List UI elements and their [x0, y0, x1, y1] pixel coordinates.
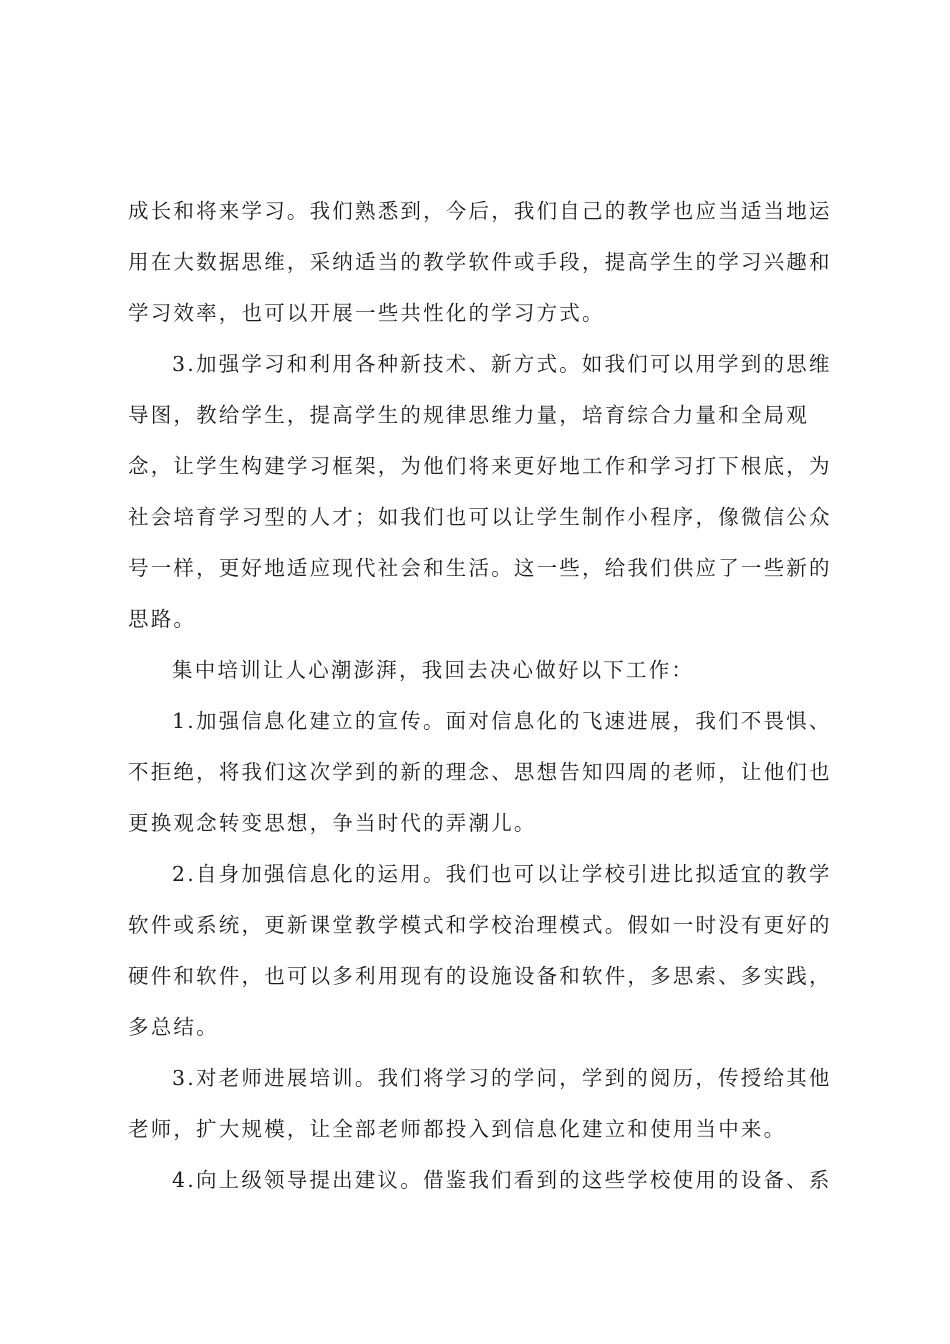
- document-body: [128, 186, 848, 1206]
- text-line: 思路。: [128, 607, 197, 631]
- text-line: 更换观念转变思想，争当时代的弄潮儿。: [128, 811, 537, 835]
- text-line: 用在大数据思维，采纳适当的教学软件或手段，提高学生的学习兴趣和: [128, 250, 832, 274]
- text-line: 不拒绝，将我们这次学到的新的理念、思想告知四周的老师，让他们也: [128, 760, 832, 784]
- text-line: 号一样，更好地适应现代社会和生活。这一些，给我们供应了一些新的: [128, 556, 832, 580]
- text-line: 多总结。: [128, 1015, 219, 1039]
- paragraph-start-line: 集中培训让人心潮澎湃，我回去决心做好以下工作：: [172, 658, 695, 682]
- paragraph-start-line: 1.加强信息化建立的宣传。面对信息化的飞速进展，我们不畏惧、: [172, 709, 832, 733]
- paragraph-start-line: 3.加强学习和利用各种新技术、新方式。如我们可以用学到的思维: [172, 352, 832, 376]
- text-line: 老师，扩大规模，让全部老师都投入到信息化建立和使用当中来。: [128, 1117, 787, 1141]
- paragraph-start-line: 4.向上级领导提出建议。借鉴我们看到的这些学校使用的设备、系: [172, 1168, 832, 1192]
- paragraph-start-line: 3.对老师进展培训。我们将学习的学问，学到的阅历，传授给其他: [172, 1066, 832, 1090]
- text-line: 软件或系统，更新课堂教学模式和学校治理模式。假如一时没有更好的: [128, 913, 832, 937]
- text-line: 硬件和软件，也可以多利用现有的设施设备和软件，多思索、多实践，: [128, 964, 832, 988]
- text-line: 社会培育学习型的人才；如我们也可以让学生制作小程序，像微信公众: [128, 505, 832, 529]
- paragraph-start-line: 2.自身加强信息化的运用。我们也可以让学校引进比拟适宜的教学: [172, 862, 832, 886]
- text-line: 导图，教给学生，提高学生的规律思维力量，培育综合力量和全局观: [128, 403, 809, 427]
- text-line: 成长和将来学习。我们熟悉到，今后，我们自己的教学也应当适当地运: [128, 199, 832, 223]
- text-line: 念，让学生构建学习框架，为他们将来更好地工作和学习打下根底，为: [128, 454, 832, 478]
- text-line: 学习效率，也可以开展一些共性化的学习方式。: [128, 301, 605, 325]
